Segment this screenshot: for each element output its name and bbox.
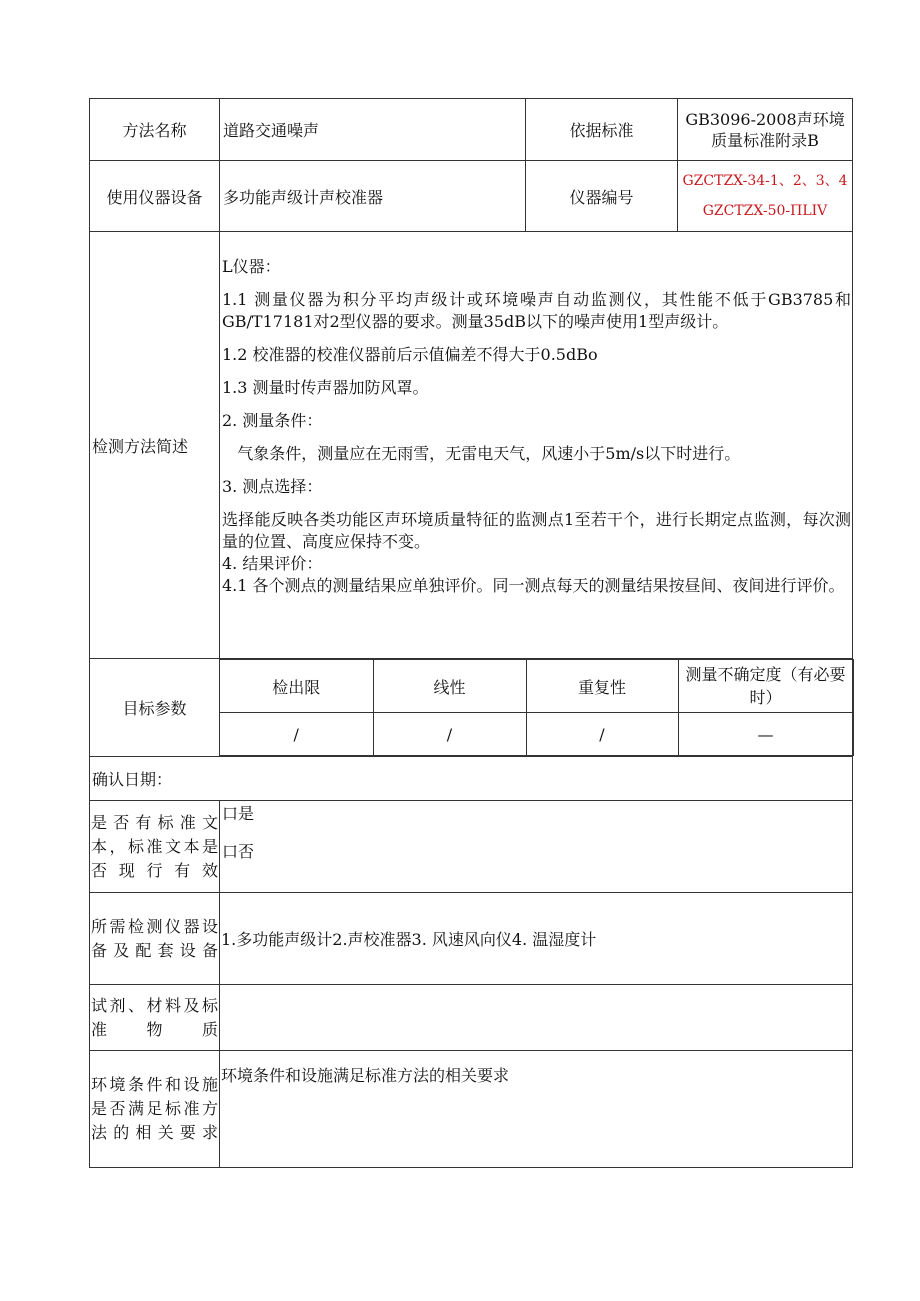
environment-label-cell — [90, 1051, 220, 1168]
target-params — [220, 659, 853, 757]
method-line: 气象条件，测量应在无雨雪，无雷电天气，风速小于5m∕s以下时进行。 — [222, 444, 741, 463]
form-table — [89, 98, 853, 1168]
reagents-label: 试剂、材料及标准物质 — [91, 995, 218, 1039]
reagents-label-cell — [90, 985, 220, 1051]
basis-label: 依据标准 — [526, 99, 678, 161]
target-header-repeatability: 重复性 — [526, 660, 678, 713]
required-equipment-label-cell — [90, 893, 220, 985]
standard-text-label: 是否有标准文本，标准文本是否现行有效 — [91, 812, 218, 880]
instrument-no-value — [678, 161, 853, 232]
equipment-value: 多功能声级计声校准器 — [220, 161, 526, 232]
method-line: 1.1 测量仪器为积分平均声级计或环境噪声自动监测仪，其性能不低于GB3785和GB/T17181对2型仪器的要求。测量35dB以下的噪声使用1型声级计。 — [222, 290, 852, 331]
confirm-date-row — [90, 757, 853, 801]
equipment-row — [90, 161, 853, 232]
target-table — [220, 659, 854, 756]
method-description — [220, 232, 853, 659]
reagents-row — [90, 985, 853, 1051]
method-line: 1.3 测量时传声器加防风罩。 — [222, 378, 429, 397]
basis-value: GB3096-2008声环境质量标准附录B — [678, 99, 853, 161]
standard-text-label-cell — [90, 801, 220, 893]
instrument-no-line-1: GZCTZX-34-1、2、3、4 — [682, 173, 848, 189]
method-line: 2. 测量条件： — [222, 411, 323, 430]
verification-form — [89, 98, 852, 1168]
standard-text-options — [220, 801, 853, 893]
method-name-value: 道路交通噪声 — [220, 99, 526, 161]
method-line: L仪器： — [222, 257, 281, 276]
confirm-date-label: 确认日期： — [90, 757, 853, 801]
method-row — [90, 232, 853, 659]
target-value-linearity: / — [373, 713, 526, 756]
checkbox-yes[interactable]: 口是 — [222, 804, 255, 823]
target-label: 目标参数 — [90, 659, 220, 757]
reagents-value — [220, 985, 853, 1051]
method-label: 检测方法简述 — [90, 232, 220, 659]
method-line: 1.2 校准器的校准仪器前后示值偏差不得大于0.5dBo — [222, 345, 598, 364]
target-value-detection-limit: / — [220, 713, 373, 756]
method-line: 4.1 各个测点的测量结果应单独评价。同一测点每天的测量结果按昼间、夜间进行评价。 — [222, 576, 845, 595]
method-name-row — [90, 99, 853, 161]
environment-value: 环境条件和设施满足标准方法的相关要求 — [220, 1051, 853, 1168]
instrument-no-label: 仪器编号 — [526, 161, 678, 232]
method-line: 选择能反映各类功能区声环境质量特征的监测点1至若干个，进行长期定点监测，每次测量的位置、高度应保持不变。 — [222, 510, 852, 551]
target-header-uncertainty: 测量不确定度（有必要时） — [678, 660, 853, 713]
checkbox-no[interactable]: 口否 — [222, 842, 255, 861]
environment-row — [90, 1051, 853, 1168]
target-header-detection-limit: 检出限 — [220, 660, 373, 713]
target-row — [90, 659, 853, 757]
instrument-no-line-2: GZCTZX-50-ΠLIV — [702, 203, 828, 219]
required-equipment-value: 1.多功能声级计2.声校准器3. 风速风向仪4. 温湿度计 — [220, 893, 853, 985]
standard-text-row — [90, 801, 853, 893]
required-equipment-row — [90, 893, 853, 985]
required-equipment-label: 所需检测仪器设备及配套设备 — [91, 916, 218, 960]
environment-label: 环境条件和设施是否满足标准方法的相关要求 — [91, 1075, 218, 1142]
method-line: 3. 测点选择： — [222, 477, 323, 496]
target-value-uncertainty: — — [678, 713, 853, 756]
target-header-linearity: 线性 — [373, 660, 526, 713]
method-line: 4. 结果评价： — [222, 554, 323, 573]
equipment-label: 使用仪器设备 — [90, 161, 220, 232]
target-value-repeatability: / — [526, 713, 678, 756]
method-name-label: 方法名称 — [90, 99, 220, 161]
